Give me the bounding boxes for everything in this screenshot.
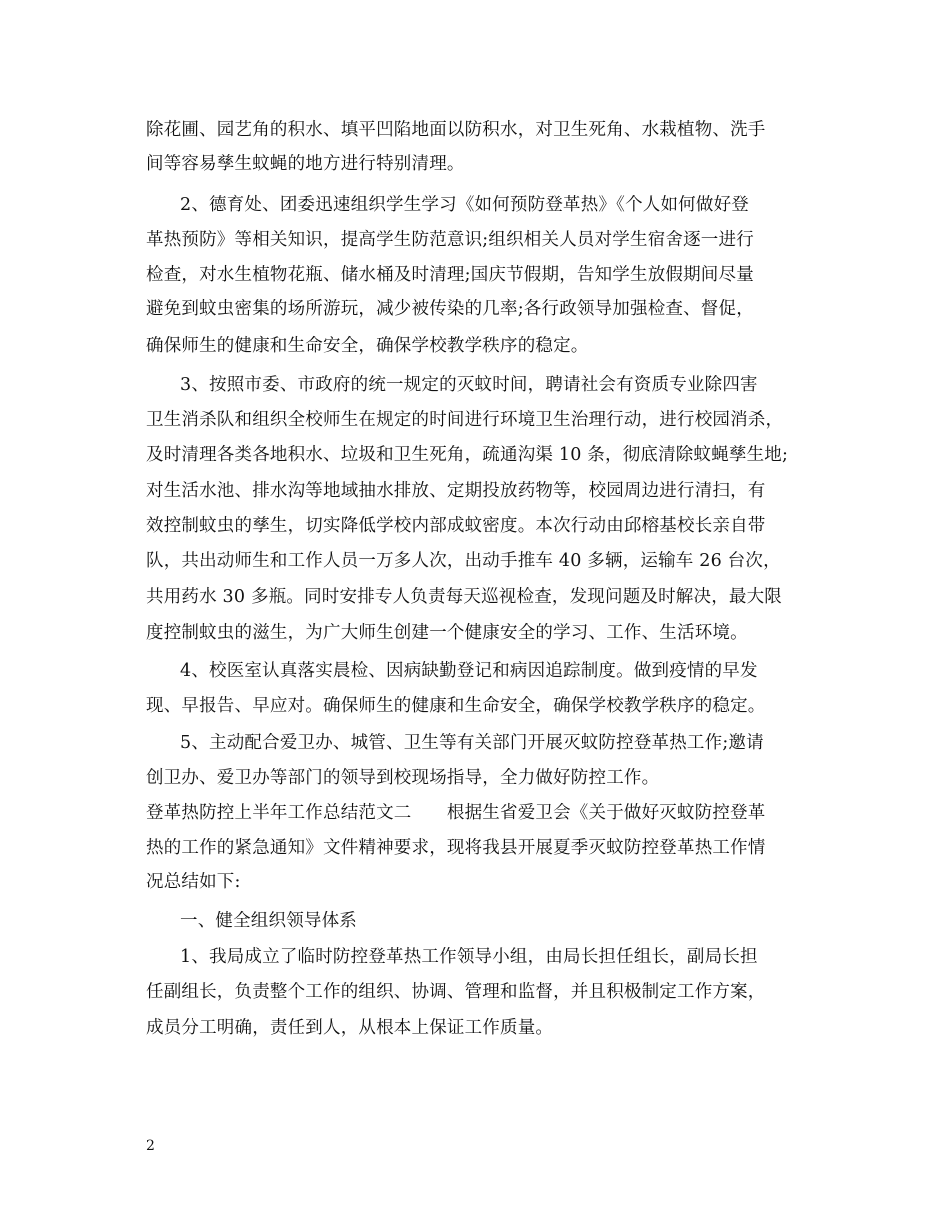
text-line: 确保师生的健康和生命安全，确保学校教学秩序的稳定。 [146,336,589,356]
text-line: 队，共出动师生和工作人员一万多人次，出动手推车 40 多辆，运输车 26 台次， [146,551,781,571]
section-title-line: 登革热防控上半年工作总结范文二 根据生省爱卫会《关于做好灭蚊防控登革 [146,803,766,823]
text-line: 创卫办、爱卫办等部门的领导到校现场指导，全力做好防控工作。 [146,768,660,788]
text-line: 4、校医室认真落实晨检、因病缺勤登记和病因追踪制度。做到疫情的早发 [180,661,758,681]
text-line: 任副组长，负责整个工作的组织、协调、管理和监督，并且积极制定工作方案， [146,982,766,1002]
text-line: 革热预防》等相关知识，提高学生防范意识;组织相关人员对学生宿舍逐一进行 [146,230,754,250]
text-line: 避免到蚊虫密集的场所游玩，减少被传染的几率;各行政领导加强检查、督促， [146,299,754,319]
text-line: 况总结如下: [146,872,241,892]
text-line: 现、早报告、早应对。确保师生的健康和生命安全，确保学校教学秩序的稳定。 [146,696,766,716]
text-line: 2、德育处、团委迅速组织学生学习《如何预防登革热》《个人如何做好登 [180,195,749,215]
text-line: 间等容易孳生蚊蝇的地方进行特别清理。 [146,154,465,174]
text-line: 5、主动配合爱卫办、城管、卫生等有关部门开展灭蚊防控登革热工作;邀请 [180,733,764,753]
text-line: 热的工作的紧急通知》文件精神要求，现将我县开展夏季灭蚊防控登革热工作情 [146,838,766,858]
text-line: 除花圃、园艺角的积水、填平凹陷地面以防积水，对卫生死角、水栽植物、洗手 [146,120,766,140]
text-line: 检查，对水生植物花瓶、储水桶及时清理;国庆节假期，告知学生放假期间尽量 [146,265,754,285]
text-line: 效控制蚊虫的孳生，切实降低学校内部成蚊密度。本次行动由邱榕基校长亲自带 [146,516,766,536]
page-number: 2 [146,1138,155,1154]
text-line: 成员分工明确，责任到人，从根本上保证工作质量。 [146,1018,554,1038]
text-line: 对生活水池、排水沟等地域抽水排放、定期投放药物等，校园周边进行清扫，有 [146,481,766,501]
section-heading: 一、健全组织领导体系 [180,911,357,931]
text-line: 度控制蚊虫的滋生，为广大师生创建一个健康安全的学习、工作、生活环境。 [146,623,748,643]
text-line: 1、我局成立了临时防控登革热工作领导小组，由局长担任组长，副局长担 [180,947,758,967]
text-line: 3、按照市委、市政府的统一规定的灭蚊时间，聘请社会有资质专业除四害 [180,375,758,395]
text-line: 卫生消杀队和组织全校师生在规定的时间进行环境卫生治理行动，进行校园消杀， [146,410,784,430]
text-line: 共用药水 30 多瓶。同时安排专人负责每天巡视检查，发现问题及时解决，最大限 [146,587,782,607]
text-line: 及时清理各类各地积水、垃圾和卫生死角，疏通沟渠 10 条，彻底清除蚊蝇孳生地; [146,445,789,465]
